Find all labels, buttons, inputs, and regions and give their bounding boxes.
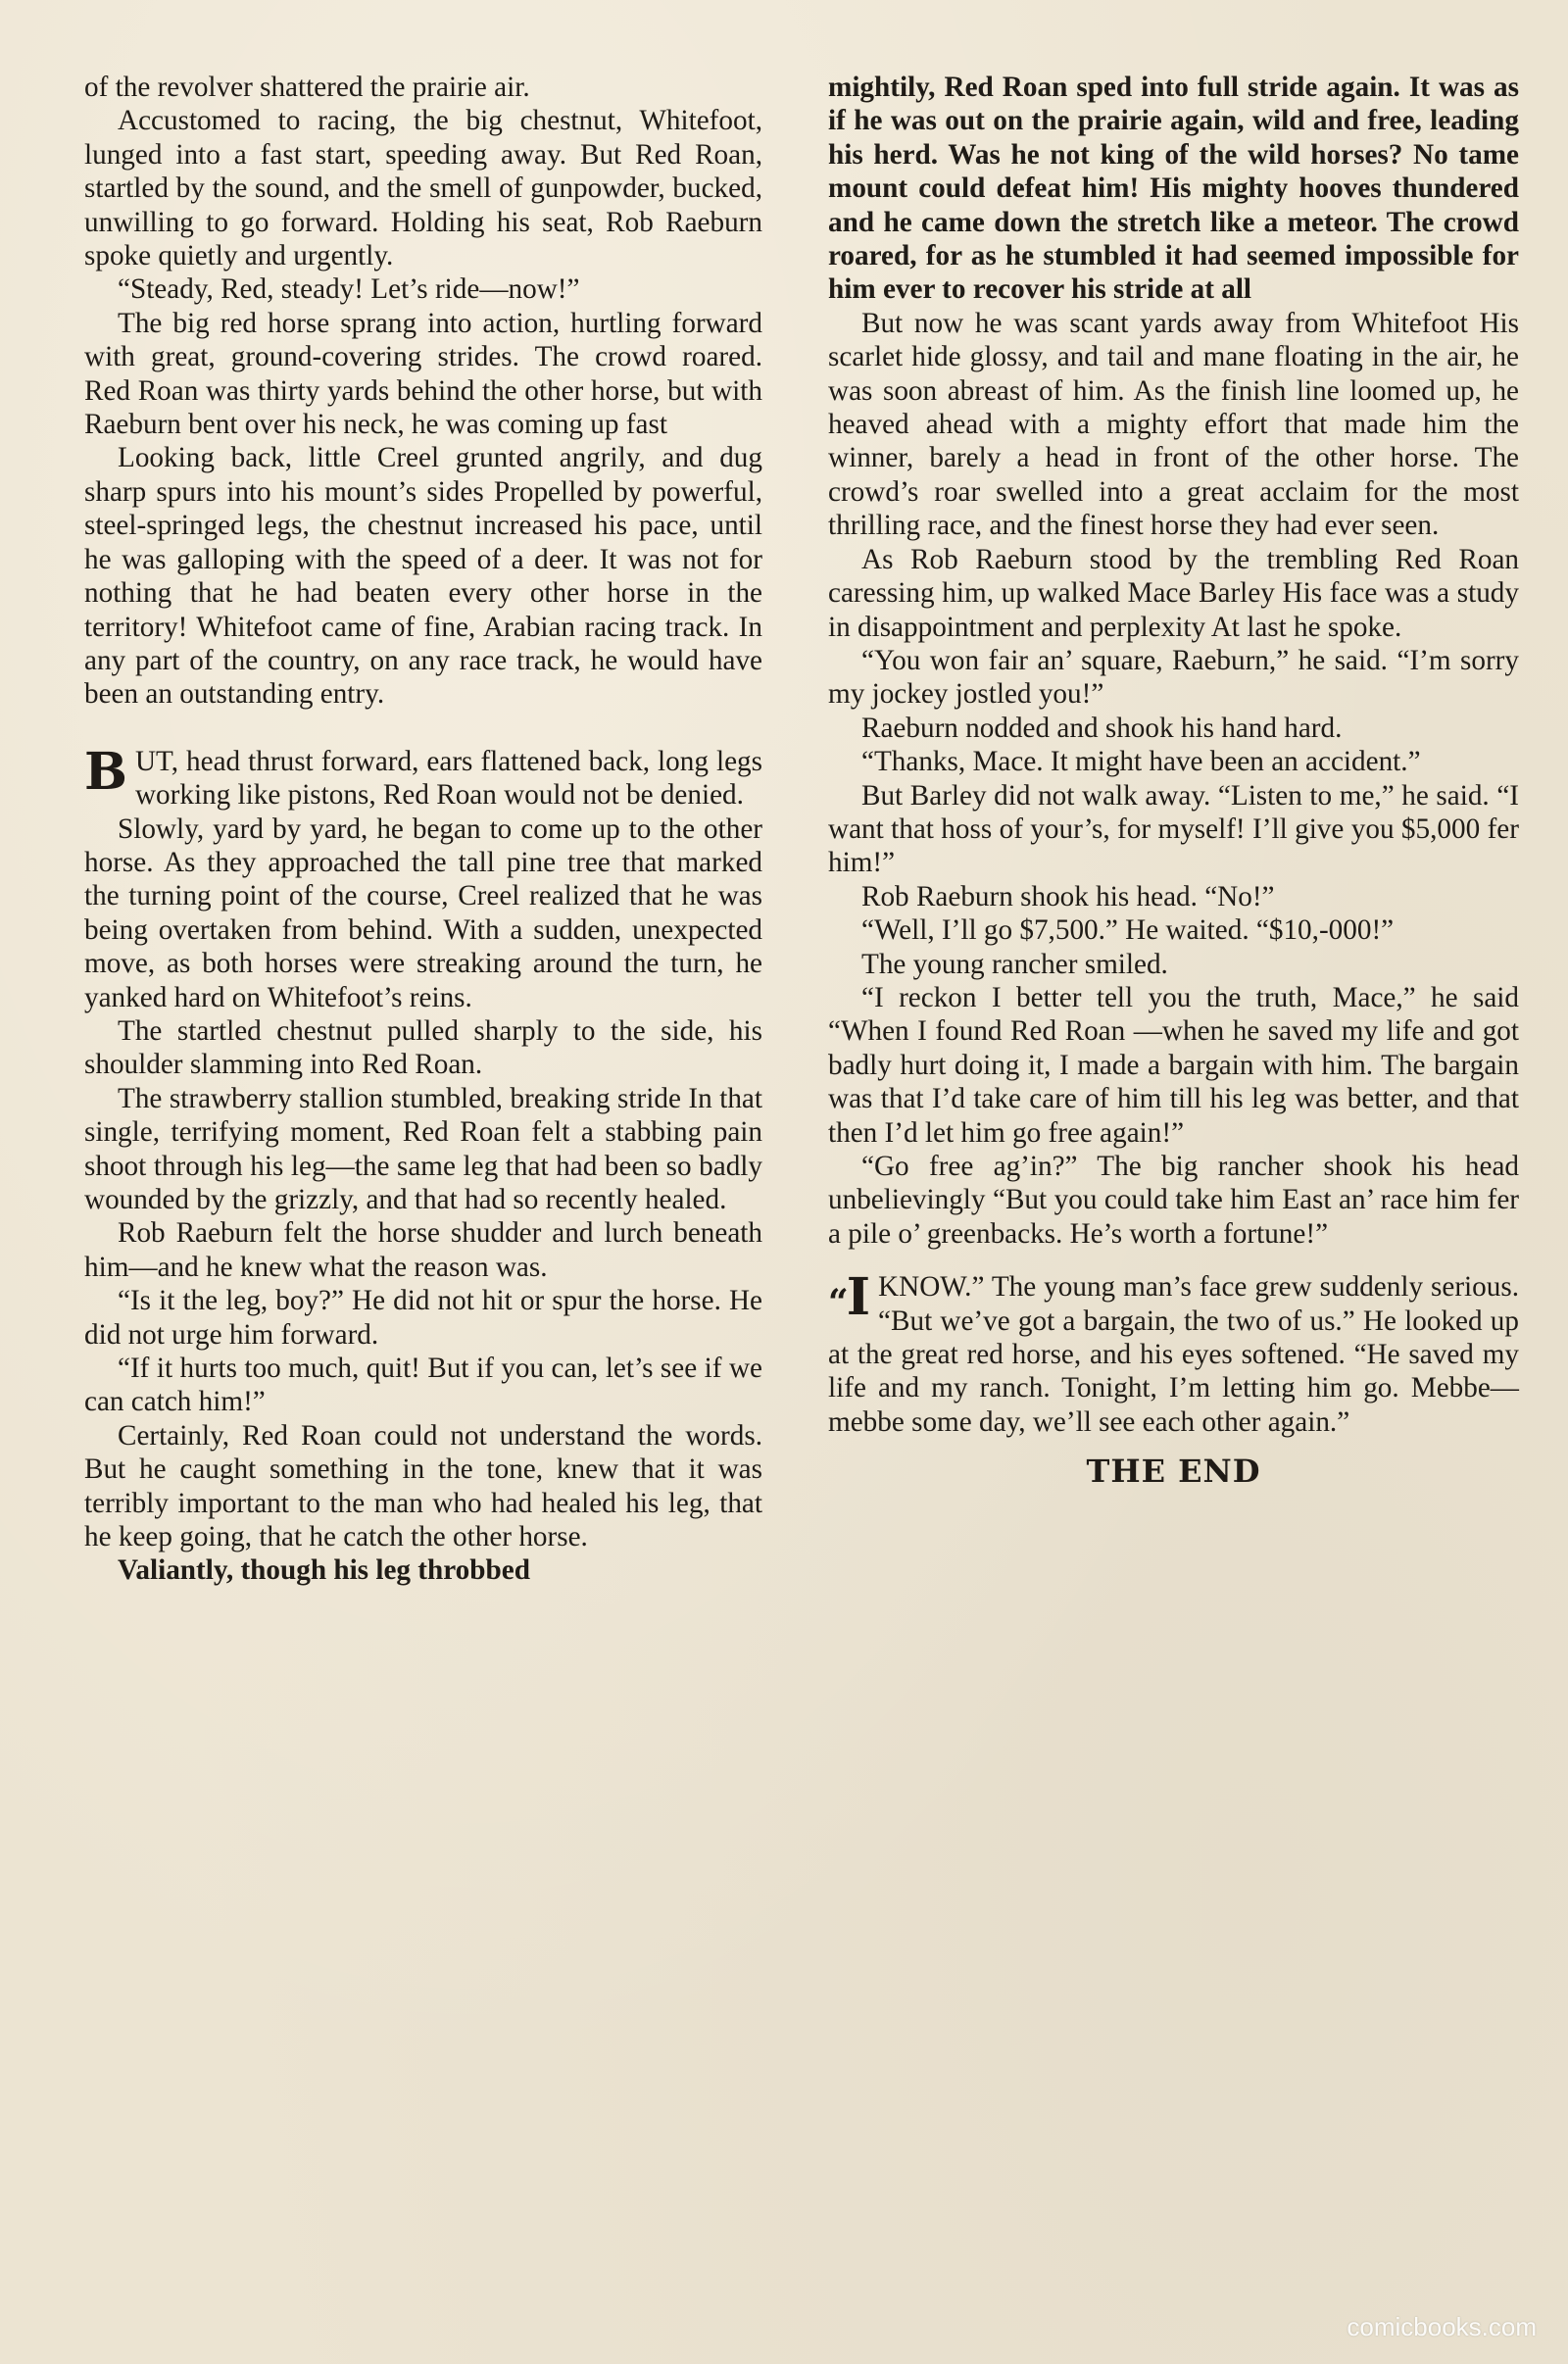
paragraph: “Go free ag’in?” The big rancher shook his head unbelievingly “But you could take him East an’ race him fer a pile o’ greenbacks. He’s worth a fortune!” <box>828 1151 1519 1250</box>
paragraph: “You won fair an’ square, Raeburn,” he said. “I’m sorry my jockey jostled you!” <box>828 644 1519 711</box>
dropcap-paragraph-text: KNOW.” The young man’s face grew suddenly serious. “But we’ve got a bargain, the two of us.” He looked up at the great red horse, and his eyes softened. “He saved my life and my ranch. Tonight, I’m letting him go. Mebbe—mebbe some day, we’ll see each other again.” <box>828 1271 1519 1438</box>
paragraph: Accustomed to racing, the big chestnut, Whitefoot, lunged into a fast start, speeding away. But Red Roan, startled by the sound, and the smell of gunpowder, bucked, unwilling to go forward. Holding his seat, Rob Raeburn spoke quietly and urgently. <box>84 105 762 272</box>
paragraph: Rob Raeburn felt the horse shudder and lurch beneath him—and he knew what the reason was. <box>84 1217 762 1283</box>
right-text-column <box>828 71 1519 1489</box>
dropcap-letter <box>828 1267 871 1328</box>
dropcap-paragraph <box>84 741 762 813</box>
dropcap-letter-i: I <box>846 1267 871 1328</box>
paragraph: Valiantly, though his leg throbbed <box>118 1554 530 1587</box>
paragraph: The strawberry stallion stumbled, breaking stride In that single, terrifying moment, Red Roan felt a stabbing pain shoot through his leg—the same leg that had been so badly wounded by the grizzly, and that had so recently healed. <box>84 1082 762 1215</box>
paragraph: “I reckon I better tell you the truth, Mace,” he said “When I found Red Roan —when he saved my life and got badly hurt doing it, I made a bargain with him. The bargain was that I’d take care of him till his leg was better, and that then I’d let him go free again!” <box>828 981 1519 1149</box>
left-text-column <box>84 71 762 1588</box>
the-end-heading: THE END <box>1086 1453 1261 1491</box>
paragraph: “Steady, Red, steady! Let’s ride—now!” <box>118 273 580 306</box>
paragraph: The young rancher smiled. <box>861 948 1168 980</box>
paragraph: As Rob Raeburn stood by the trembling Red Roan caressing him, up walked Mace Barley His face was a study in disappointment and perplexity At last he spoke. <box>828 543 1519 643</box>
dropcap-letter: B <box>84 741 127 802</box>
paragraph: Looking back, little Creel grunted angrily, and dug sharp spurs into his mount’s sides Propelled by powerful, steel-springed legs, the chestnut increased his pace, until he was galloping with the speed of a deer. It was not for nothing that he had beaten every other horse in the territory! Whitefoot came of fine, Arabian racing track. In any part of the country, on any race track, he would have been an outstanding entry. <box>84 442 762 711</box>
paragraph: “Is it the leg, boy?” He did not hit or spur the horse. He did not urge him forward. <box>84 1285 762 1351</box>
paragraph: The startled chestnut pulled sharply to the side, his shoulder slamming into Red Roan. <box>84 1014 762 1081</box>
dropcap-quote-mark: “ <box>828 1282 845 1324</box>
paragraph: Raeburn nodded and shook his hand hard. <box>861 712 1343 744</box>
dropcap-paragraph-text: UT, head thrust forward, ears flattened back, long legs working like pistons, Red Roan would not be denied. <box>134 745 762 812</box>
paragraph: “Thanks, Mace. It might have been an accident.” <box>861 746 1421 778</box>
site-watermark: comicbooks.com <box>1347 2312 1537 2341</box>
paragraph: of the revolver shattered the prairie air. <box>84 72 530 103</box>
paragraph: Certainly, Red Roan could not understand the words. But he caught something in the tone, knew that it was terribly important to the man who had healed his leg, that he keep going, that he catch the other horse. <box>84 1419 762 1553</box>
paragraph: But Barley did not walk away. “Listen to me,” he said. “I want that hoss of your’s, for myself! I’ll give you $5,000 fer him!” <box>828 779 1519 879</box>
paragraph: mightily, Red Roan sped into full stride again. It was as if he was out on the prairie again, wild and free, leading his herd. Was he not king of the wild horses? No tame mount could defeat him! His mighty hooves thundered and he came down the stretch like a meteor. The crowd roared, for as he stumbled it had seemed impossible for him ever to recover his stride at all <box>828 72 1519 306</box>
paragraph: “Well, I’ll go $7,500.” He waited. “$10,-000!” <box>861 914 1395 947</box>
paragraph: “If it hurts too much, quit! But if you can, let’s see if we can catch him!” <box>84 1353 762 1418</box>
paragraph: The big red horse sprang into action, hurtling forward with great, ground-covering strides. The crowd roared. Red Roan was thirty yards behind the other horse, but with Raeburn bent over his neck, he was coming up fast <box>84 307 762 441</box>
dropcap-paragraph <box>828 1267 1519 1439</box>
paragraph: But now he was scant yards away from Whitefoot His scarlet hide glossy, and tail and mane floating in the air, he was soon abreast of him. As the finish line loomed up, he heaved ahead with a mighty effort that made him the winner, barely a head in front of the other horse. The crowd’s roar swelled into a great acclaim for the most thrilling race, and the finest horse they had ever seen. <box>828 307 1519 542</box>
paragraph: Rob Raeburn shook his head. “No!” <box>861 880 1275 912</box>
paragraph: Slowly, yard by yard, he began to come up to the other horse. As they approached the tall pine tree that marked the turning point of the course, Creel realized that he was being overtaken from behind. With a sudden, unexpected move, as both horses were streaking around the turn, he yanked hard on Whitefoot’s reins. <box>84 813 762 1013</box>
